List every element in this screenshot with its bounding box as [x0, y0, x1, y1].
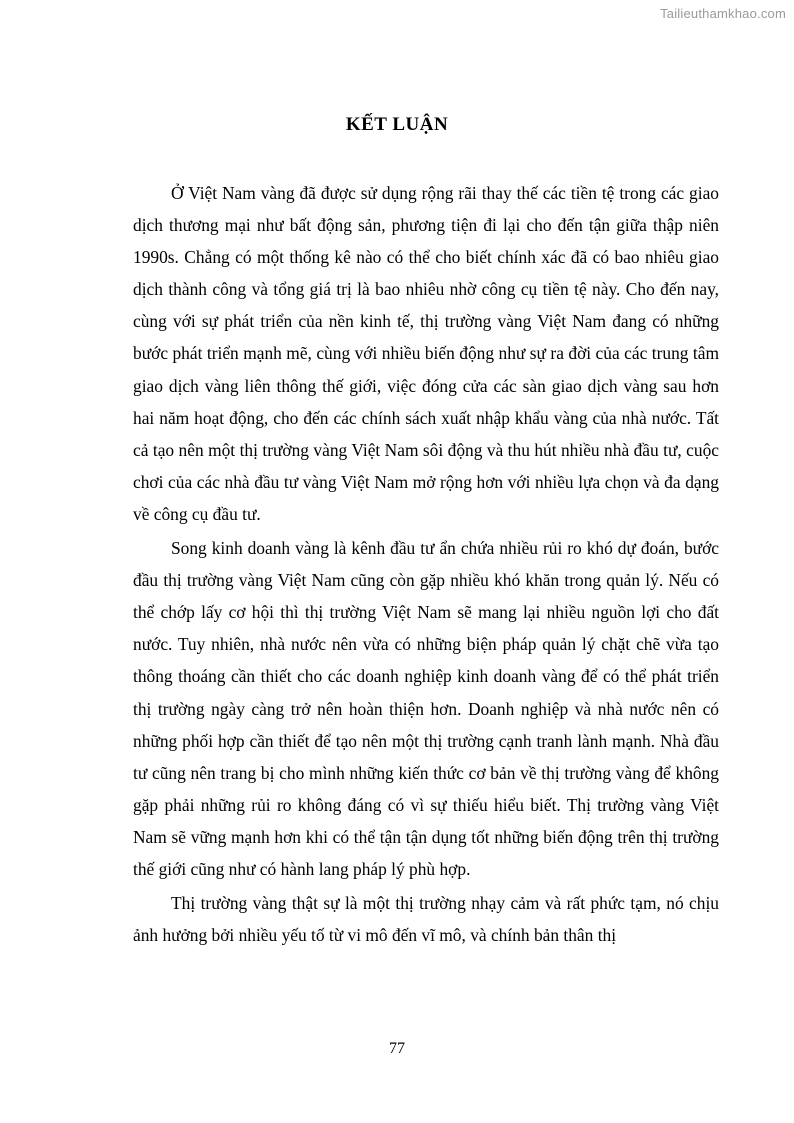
- page-title: KẾT LUẬN: [345, 114, 449, 135]
- paragraph-1: Ở Việt Nam vàng đã được sử dụng rộng rãi thay thế các tiền tệ trong các giao dịch thương mại như bất động sản, phương tiện đi lại cho đến tận giữa thập niên 1990s. Chẳng có một thống kê nào có thể cho biết chính xác đã có bao nhiêu giao dịch thành công và tổng giá trị là bao nhiêu nhờ công cụ tiền tệ này. Cho đến nay, cùng với sự phát triển của nền kinh tế, thị trường vàng Việt Nam đang có những bước phát triển mạnh mẽ, cùng với nhiều biến động như sự ra đời của các trung tâm giao dịch vàng liên thông thế giới, việc đóng cửa các sàn giao dịch vàng sau hơn hai năm hoạt động, cho đến các chính sách xuất nhập khẩu vàng của nhà nước. Tất cả tạo nên một thị trường vàng Việt Nam sôi động và thu hút nhiều nhà đầu tư, cuộc chơi của các nhà đầu tư vàng Việt Nam mở rộng hơn với nhiều lựa chọn và đa dạng về công cụ đầu tư.: [133, 183, 719, 524]
- paragraph-2: Song kinh doanh vàng là kênh đầu tư ẩn chứa nhiều rủi ro khó dự đoán, bước đầu thị trường vàng Việt Nam cũng còn gặp nhiều khó khăn trong quản lý. Nếu có thể chớp lấy cơ hội thì thị trường Việt Nam sẽ mang lại nhiều nguồn lợi cho đất nước. Tuy nhiên, nhà nước nên vừa có những biện pháp quản lý chặt chẽ vừa tạo thông thoáng cần thiết cho các doanh nghiệp kinh doanh vàng để có thể phát triển thị trường ngày càng trở nên hoàn thiện hơn. Doanh nghiệp và nhà nước nên có những phối hợp cần thiết để tạo nên một thị trường cạnh tranh lành mạnh. Nhà đầu tư cũng nên trang bị cho mình những kiến thức cơ bản về thị trường vàng để không gặp phải những rủi ro không đáng có vì sự thiếu hiểu biết. Thị trường vàng Việt Nam sẽ vững mạnh hơn khi có thể tận tận dụng tốt những biến động trên thị trường thế giới cũng như có hành lang pháp lý phù hợp.: [133, 538, 719, 879]
- body-text: [133, 177, 719, 951]
- paragraph-3: Thị trường vàng thật sự là một thị trường nhạy cảm và rất phức tạm, nó chịu ảnh hưởng bởi nhiều yếu tố từ vi mô đến vĩ mô, và chính bản thân thị: [133, 893, 719, 946]
- watermark: Tailieuthamkhao.com: [660, 6, 786, 21]
- page-number: 77: [389, 1040, 405, 1057]
